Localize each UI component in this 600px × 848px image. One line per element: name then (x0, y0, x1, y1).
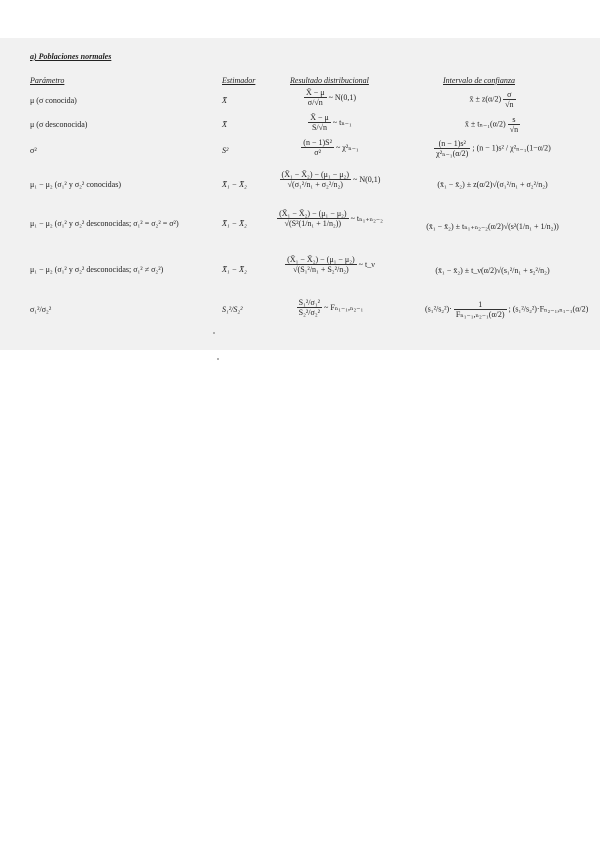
row-1-dist-fraction (308, 113, 331, 132)
row-0-ci-num: σ (503, 90, 515, 100)
row-4-dist-tail: ~ tₙ₁₊ₙ₂₋₂ (350, 214, 383, 223)
row-6-interval (425, 300, 589, 319)
row-3-dist-fraction (280, 170, 351, 189)
row-4-dist-fraction (277, 209, 348, 228)
row-1-distribution (265, 113, 395, 132)
row-0-dist-num: X̄ − μ (305, 88, 325, 97)
header-intervalo: Intervalo de confianza (443, 76, 515, 85)
row-1-ci-num: s (508, 115, 520, 125)
row-6-ci-fraction (454, 300, 507, 319)
row-4-interval (425, 222, 560, 231)
row-1-estimator: X̄ (222, 120, 227, 129)
section-title: a) Poblaciones normales (30, 52, 112, 61)
row-5-dist-num: (X̄₁ − X̄₂) − (μ₁ − μ₂) (287, 255, 355, 264)
row-6-ci-num: 1 (454, 300, 507, 310)
header-resultado: Resultado distribucional (290, 76, 369, 85)
row-0-param: μ (σ conocida) (30, 96, 77, 105)
row-4-estimator: X̄₁ − X̄₂ (222, 219, 247, 228)
row-0-distribution (265, 88, 395, 107)
row-3-param: μ₁ − μ₂ (σ₁² y σ₂² conocidas) (30, 180, 121, 189)
row-6-distribution (265, 298, 395, 317)
row-6-dist-num: S₁²/σ₁² (298, 298, 321, 307)
row-3-dist-tail: ~ N(0,1) (353, 175, 381, 184)
row-2-ci-num: (n − 1)s² (434, 139, 470, 149)
row-2-interval (425, 139, 560, 158)
header-estimador: Estimador (222, 76, 256, 85)
row-2-dist-fraction (301, 138, 334, 157)
row-2-dist-num: (n − 1)S² (303, 138, 332, 147)
row-6-estimator: S₁²/S₂² (222, 305, 243, 314)
row-0-dist-fraction (304, 88, 327, 107)
row-6-dist-tail: ~ Fₙ₁₋₁,ₙ₂₋₁ (324, 303, 364, 312)
row-1-ci-den: √n (509, 125, 519, 134)
row-5-dist-tail: ~ t_ν (358, 260, 375, 269)
row-1-ci-fraction (508, 115, 520, 134)
row-4-param: μ₁ − μ₂ (σ₁² y σ₂² desconocidas; σ₁² = σ₂² = σ²) (30, 219, 179, 228)
row-1-dist-tail: ~ tₙ₋₁ (332, 118, 352, 127)
row-2-ci-trail: ; (n − 1)s² / χ²ₙ₋₁(1−α/2) (472, 143, 551, 153)
row-6-dist-fraction (297, 298, 322, 317)
row-6-dist-den: S₂²/σ₂² (298, 308, 321, 317)
row-1-interval (425, 115, 560, 134)
row-6-ci-den: Fₙ₁₋₁,ₙ₂₋₁(α/2) (455, 310, 505, 319)
row-4-dist-den: √(S²(1/n₁ + 1/n₂)) (284, 219, 342, 228)
row-4-ci-lead: (x̄₁ − x̄₂) ± tₙ₁₊ₙ₂₋₂(α/2)√(s²(1/n₁ + 1/n₂)) (426, 222, 559, 231)
row-1-dist-den: S/√n (311, 123, 327, 132)
row-2-param: σ² (30, 146, 37, 155)
row-2-dist-den: σ² (314, 148, 321, 157)
scan-speck (213, 332, 215, 334)
row-2-distribution (265, 138, 395, 157)
row-5-estimator: X̄₁ − X̄₂ (222, 265, 247, 274)
row-0-dist-den: σ/√n (307, 98, 323, 107)
row-0-ci-lead: x̄ ± z(α/2) (469, 94, 502, 104)
row-2-ci-den: χ²ₙ₋₁(α/2) (436, 149, 469, 158)
row-6-ci-trail: ; (s₁²/s₂²)·Fₙ₂₋₁,ₙ₁₋₁(α/2) (508, 304, 589, 314)
row-3-ci-lead: (x̄₁ − x̄₂) ± z(α/2)√(σ₁²/n₁ + σ₂²/n₂) (437, 180, 548, 189)
row-3-estimator: X̄₁ − X̄₂ (222, 180, 247, 189)
row-5-dist-den: √(S₁²/n₁ + S₂²/n₂) (293, 265, 349, 274)
row-1-dist-num: X̄ − μ (310, 113, 329, 122)
row-1-param: μ (σ desconocida) (30, 120, 88, 129)
row-3-distribution (265, 170, 395, 189)
row-3-dist-den: √(σ₁²/n₁ + σ₂²/n₂) (287, 180, 343, 189)
row-2-estimator: S² (222, 146, 229, 155)
row-5-interval (425, 266, 560, 275)
row-5-ci-lead: (x̄₁ − x̄₂) ± t_ν(α/2)√(s₁²/n₁ + s₂²/n₂) (435, 266, 550, 275)
row-0-dist-tail: ~ N(0,1) (328, 93, 356, 102)
row-0-estimator: X̄ (222, 96, 227, 105)
row-0-ci-den: √n (505, 100, 514, 109)
row-2-ci-fraction (434, 139, 470, 158)
row-0-ci-fraction (503, 90, 515, 109)
row-6-ci-lead: (s₁²/s₂²)· (425, 304, 452, 314)
scan-speck (217, 358, 219, 360)
row-1-ci-lead: x̄ ± tₙ₋₁(α/2) (464, 119, 506, 129)
row-3-interval (425, 180, 560, 189)
row-5-dist-fraction (285, 255, 356, 274)
row-4-distribution (265, 209, 395, 228)
row-5-param: μ₁ − μ₂ (σ₁² y σ₂² desconocidas; σ₁² ≠ σ₂²) (30, 265, 164, 274)
row-5-distribution (265, 255, 395, 274)
row-0-interval (425, 90, 560, 109)
header-parametro: Parámetro (30, 76, 65, 85)
row-2-dist-tail: ~ χ²ₙ₋₁ (335, 143, 359, 152)
row-3-dist-num: (X̄₁ − X̄₂) − (μ₁ − μ₂) (281, 170, 350, 179)
row-6-param: σ₁²/σ₂² (30, 305, 52, 314)
row-4-dist-num: (X̄₁ − X̄₂) − (μ₁ − μ₂) (279, 209, 347, 218)
